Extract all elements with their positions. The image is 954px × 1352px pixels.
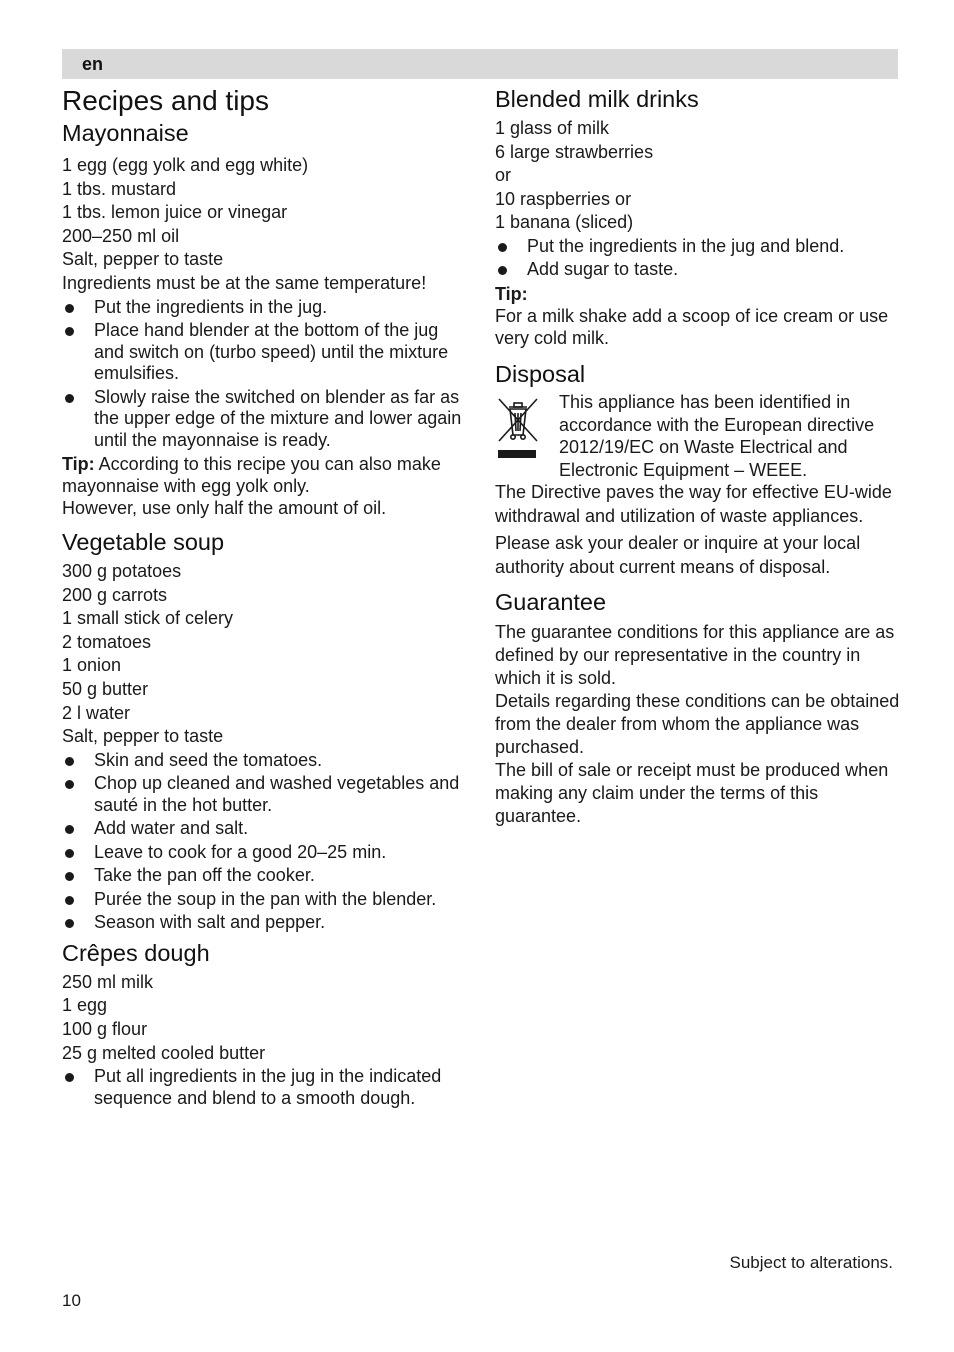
vegetable-soup-heading: Vegetable soup <box>62 529 225 556</box>
ingredient: 100 g flour <box>62 1019 148 1039</box>
mayonnaise-steps <box>62 297 467 452</box>
guarantee-paragraph: The bill of sale or receipt must be produced when making any claim under the terms of this guarantee. <box>495 760 889 827</box>
ingredient: 25 g melted cooled butter <box>62 1042 266 1063</box>
mayonnaise-tip <box>62 453 467 497</box>
page-number: 10 <box>62 1291 81 1310</box>
guarantee-paragraph: Details regarding these conditions can be obtained from the dealer from whom the appliance was purchased. <box>495 691 900 758</box>
ingredient: 1 banana (sliced) <box>495 212 634 233</box>
ingredient: 6 large strawberries <box>495 141 654 162</box>
crepes-ingredients <box>62 971 467 1065</box>
weee-text: This appliance has been identified in accordance with the European directive 2012/19/EC on Waste Electrical and Electronic Equipment – WEEE. <box>559 391 875 480</box>
ingredient: 1 small stick of celery <box>62 608 234 629</box>
language-bar <box>62 49 898 79</box>
step: Add water and salt. <box>62 818 467 840</box>
crepes-steps <box>62 1066 467 1109</box>
crepes-dough-heading: Crêpes dough <box>62 939 210 966</box>
ingredient: 1 glass of milk <box>495 118 610 138</box>
milk-tip-text: For a milk shake add a scoop of ice cream or use very cold milk. <box>495 305 889 348</box>
ingredient: 200–250 ml oil <box>62 225 180 246</box>
page-title: Recipes and tips <box>62 85 270 116</box>
disposal-paragraph: Please ask your dealer or inquire at your local authority about current means of disposal. <box>495 533 861 577</box>
ingredient: 2 l water <box>62 702 131 723</box>
tip-text: According to this recipe you can also make mayonnaise with egg yolk only. <box>62 454 441 497</box>
ingredient: 1 egg (egg yolk and egg white) <box>62 155 309 175</box>
step: Skin and seed the tomatoes. <box>62 750 467 772</box>
step: Leave to cook for a good 20–25 min. <box>62 842 467 864</box>
weee-notice <box>495 391 900 481</box>
ingredient-note: Ingredients must be at the same temperature! <box>62 272 427 293</box>
step: Season with salt and pepper. <box>62 912 467 934</box>
milk-tip-label <box>495 283 900 305</box>
ingredient: 1 onion <box>62 655 122 676</box>
ingredient: 250 ml milk <box>62 971 154 992</box>
step: Place hand blender at the bottom of the jug and switch on (turbo speed) until the mixture emulsifies. <box>62 320 467 385</box>
step: Purée the soup in the pan with the blender. <box>62 889 467 911</box>
disposal-heading: Disposal <box>495 360 586 387</box>
milk-ingredients <box>495 117 900 235</box>
ingredient: 1 tbs. lemon juice or vinegar <box>62 202 288 223</box>
tip-label: Tip: <box>495 283 528 304</box>
left-column <box>62 82 467 1111</box>
tip-label: Tip: <box>62 454 95 475</box>
ingredient: 2 tomatoes <box>62 631 152 652</box>
disposal-paragraph: The Directive paves the way for effective EU-wide withdrawal and utilization of waste appliances. <box>495 482 892 526</box>
right-column <box>495 82 900 828</box>
step: Put the ingredients in the jug and blend. <box>495 236 900 258</box>
soup-ingredients <box>62 560 467 749</box>
guarantee-paragraph: The guarantee conditions for this appliance are as defined by our representative in the country in which it is sold. <box>495 622 895 689</box>
step: Put the ingredients in the jug. <box>62 297 467 319</box>
language-code: en <box>82 54 104 74</box>
step: Chop up cleaned and washed vegetables and sauté in the hot butter. <box>62 773 467 816</box>
ingredient: 300 g potatoes <box>62 561 182 582</box>
ingredient: Salt, pepper to taste <box>62 726 224 747</box>
mayonnaise-ingredients <box>62 154 467 296</box>
ingredient: 50 g butter <box>62 679 149 700</box>
guarantee-heading: Guarantee <box>495 589 607 616</box>
step: Put all ingredients in the jug in the indicated sequence and blend to a smooth dough. <box>62 1066 467 1109</box>
ingredient: 10 raspberries or <box>495 188 632 209</box>
blended-milk-drinks-heading: Blended milk drinks <box>495 86 699 112</box>
soup-steps <box>62 750 467 934</box>
ingredient: 1 egg <box>62 995 108 1016</box>
crossed-out-bin-icon <box>495 395 547 468</box>
ingredient: 1 tbs. mustard <box>62 178 177 199</box>
step: Take the pan off the cooker. <box>62 865 467 887</box>
mayonnaise-heading: Mayonnaise <box>62 120 189 146</box>
step: Slowly raise the switched on blender as far as the upper edge of the mixture and lower again until the mayonnaise is ready. <box>62 387 467 452</box>
step: Add sugar to taste. <box>495 259 900 281</box>
ingredient: 200 g carrots <box>62 584 168 605</box>
ingredient: Salt, pepper to taste <box>62 249 224 270</box>
mayonnaise-tip-extra: However, use only half the amount of oil. <box>62 498 387 519</box>
milk-steps <box>495 236 900 281</box>
ingredient: or <box>495 165 512 186</box>
subject-to-alterations-note: Subject to alterations. <box>729 1253 893 1272</box>
